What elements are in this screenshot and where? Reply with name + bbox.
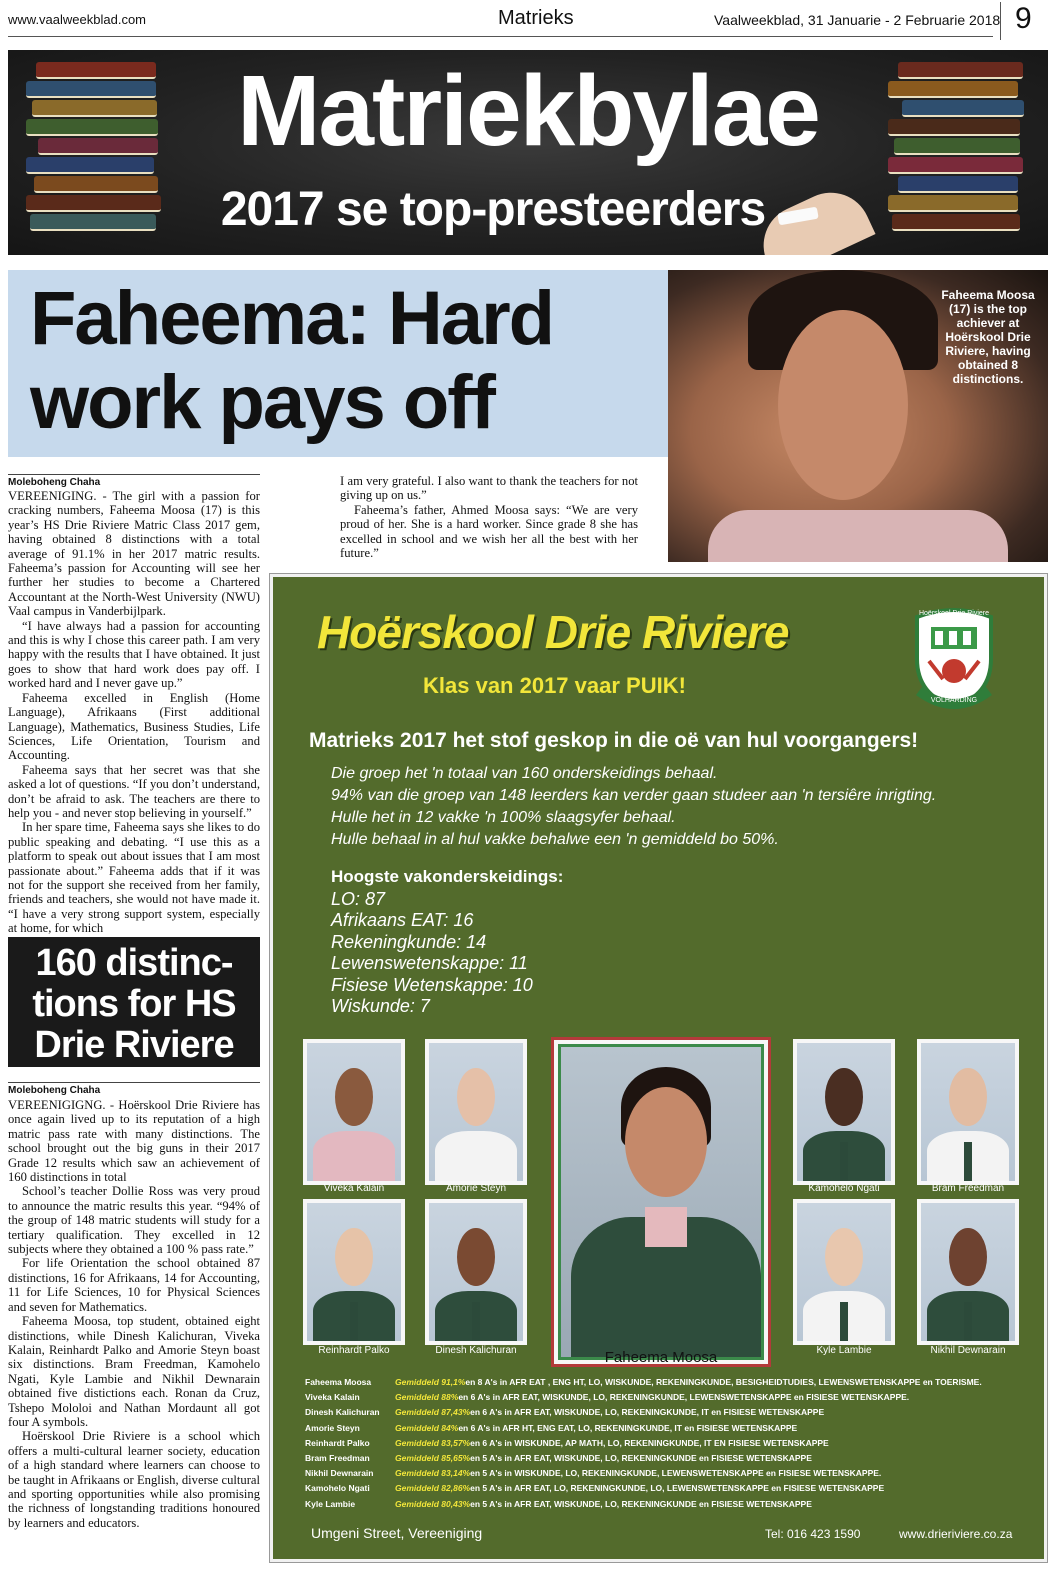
result-average: Gemiddeld 82,86% — [395, 1483, 471, 1494]
result-row — [305, 1497, 1025, 1512]
article-column-1 — [8, 489, 260, 936]
paragraph: In her spare time, Faheema says she likes to do public speaking and debating. “I use this as a platform to speak out about issues that I am most passionate about.” Faheema adds that if it was not for the support she received from her family, friends and teachers, she would not have made it. “I have a very strong support system, especially at home, for which — [8, 820, 260, 936]
result-name: Viveka Kalain — [305, 1392, 360, 1403]
advert-tagline: Klas van 2017 vaar PUIK! — [423, 673, 686, 698]
headline-line: Drie Riviere — [34, 1024, 234, 1066]
section-name: Matrieks — [498, 7, 574, 29]
result-detail: en 6 A's in AFR HT, ENG EAT, LO, REKENINGKUNDE, IT en FISIESE WETENSKAPPE — [458, 1422, 798, 1433]
result-average: Gemiddeld 83,57% — [395, 1437, 471, 1448]
student-name: Viveka Kalain — [323, 1183, 385, 1194]
result-average: Gemiddeld 83,14% — [395, 1468, 471, 1479]
result-average: Gemiddeld 84% — [395, 1422, 459, 1433]
paragraph: VEREENIGIGNG. - Hoërskool Drie Riviere has once again lived up to its reputation of a high matric pass rate with many distinctions. The school brought out the big guns in their 2017 Grade 12 results which saw an achievement of 160 distinctions in total — [8, 1098, 260, 1185]
supplement-banner — [8, 50, 1048, 255]
photo-caption: Faheema Moosa (17) is the top achiever at Hoërskool Drie Riviere, having obtained 8 distinctions. — [941, 288, 1035, 386]
headline-line: Faheema: Hard — [30, 276, 554, 361]
student-photo — [793, 1039, 895, 1185]
paragraph: Hoërskool Drie Riviere is a school which offers a multi-cultural learner society, education of a high standard where learners can choose to be taught in Afrikaans or English, diverse cultural and sporting opportunities while also promising the richness of longstanding traditions honoured by learners and educators. — [8, 1429, 260, 1530]
advert-heading: Matrieks 2017 het stof geskop in die oë van hul voorgangers! — [309, 729, 919, 752]
student-photo — [917, 1199, 1019, 1345]
student-name: Kamohelo Ngati — [808, 1183, 880, 1194]
student-photo — [303, 1039, 405, 1185]
result-average: Gemiddeld 91,1% — [395, 1377, 466, 1387]
result-name: Dinesh Kalichuran — [305, 1407, 380, 1418]
article-column-2 — [340, 474, 638, 560]
paragraph: Faheema Moosa, top student, obtained eight distinctions, while Dinesh Kalichuran, Viveka Kalain, Reinhardt Palko and Amorie Steyn boast six distinctions. Bram Freedman, Kamohelo Ngati, Kyle Lambie and Nikhil Dewnarain obtained five distictions each. Ronan da Cruz, Tshepo Mololoi and Nathan Mordaunt all got four A symbols. — [8, 1314, 260, 1429]
paragraph: Faheema says that her secret was that she asked a lot of questions. “If you don’t understand, don’t be afraid to ask. The teachers are there to help you - and never stop believing in yourself.” — [8, 762, 260, 820]
result-name: Bram Freedman — [305, 1453, 370, 1464]
student-name-featured: Faheema Moosa — [604, 1349, 718, 1366]
results-list — [305, 1375, 1025, 1512]
summary-line: Hulle het in 12 vakke 'n 100% slaagsyfer behaal. — [331, 809, 676, 826]
subject-item: Wiskunde: 7 — [331, 996, 430, 1017]
byline: Moleboheng Chaha — [8, 474, 260, 488]
photo-collar — [708, 510, 1008, 562]
student-name: Bram Freedman — [931, 1183, 1005, 1194]
school-name: Hoërskool Drie Riviere — [317, 606, 789, 658]
result-name: Faheema Moosa — [305, 1377, 372, 1387]
result-average: Gemiddeld 88% — [395, 1392, 459, 1403]
result-row — [305, 1390, 1025, 1405]
paragraph: I am very grateful. I also want to thank the teachers for not giving up on us.” — [340, 474, 638, 503]
faheema-portrait — [551, 1037, 771, 1367]
headline-line: tions for HS — [32, 983, 236, 1025]
student-name: Reinhardt Palko — [318, 1345, 390, 1356]
subject-item: Fisiese Wetenskappe: 10 — [331, 974, 533, 995]
student-photo — [793, 1199, 895, 1345]
issue-date: Vaalweekblad, 31 Januarie - 2 Februarie 2018 — [714, 12, 1001, 28]
site-url: www.vaalweekblad.com — [8, 12, 147, 27]
byline: Moleboheng Chaha — [8, 1082, 260, 1096]
paragraph: VEREENIGING. - The girl with a passion for cracking numbers, Faheema Moosa (17) is this year’s HS Drie Riviere Matric Class 2017 gem, having obtained 8 distinctions with a total average of 91.1% in her 2017 matric results. Faheema’s passion for Accounting will see her further her studies to become a Chartered Accountant at the North-West University (NWU) Vaal campus in Vanderbijlpark. — [8, 489, 260, 619]
school-address: Umgeni Street, Vereeniging — [311, 1525, 483, 1541]
headline-line: 160 distinc- — [35, 942, 233, 984]
crest-text: Hoërskool Drie Riviere — [918, 610, 990, 617]
school-advert — [270, 574, 1047, 1562]
article-headline — [30, 277, 670, 445]
student-photo — [917, 1039, 1019, 1185]
distinctions-headline — [8, 937, 260, 1067]
page-header — [0, 0, 1057, 40]
result-average: Gemiddeld 80,43% — [395, 1498, 471, 1509]
headline-line: work pays off — [30, 360, 494, 445]
result-detail: en 5 A's in WISKUNDE, LO, REKENINGKUNDE, LEWENSWETENSKAPPE en FISIESE WETENSKAPPE. — [470, 1468, 882, 1479]
subject-item: LO: 87 — [331, 889, 386, 909]
paragraph: Faheema’s father, Ahmed Moosa says: “We are very proud of her. She is a hard worker. Since grade 8 she has excelled in school and we wish her all the best with her future.” — [340, 502, 638, 561]
result-detail: en 6 A's in WISKUNDE, AP MATH, LO, REKENINGKUNDE, IT EN FISIESE WETENSKAPPE — [470, 1437, 829, 1448]
result-detail: en 5 A's in AFR EAT, LO, REKENINGKUNDE, LO, LEWENSWETENSKAPPE en FISIESE WETENSKAPPE — [470, 1483, 885, 1494]
school-website[interactable]: www.drieriviere.co.za — [899, 1527, 1013, 1541]
student-name: Nikhil Dewnarain — [930, 1345, 1006, 1356]
result-average: Gemiddeld 85,65% — [395, 1453, 471, 1464]
paragraph: For life Orientation the school obtained 87 distinctions, 16 for Afrikaans, 14 for Accounting, 11 for Life Sciences, 10 for Physical Sciences and seven for Mathematics. — [8, 1256, 260, 1314]
result-detail: en 5 A's in AFR EAT, WISKUNDE, LO, REKENINGKUNDE en FISIESE WETENSKAPPE — [470, 1498, 812, 1509]
banner-title: Matriekbylae — [237, 55, 819, 167]
result-name: Amorie Steyn — [305, 1422, 360, 1433]
school-phone: Tel: 016 423 1590 — [765, 1527, 861, 1541]
page-number: 9 — [1000, 2, 1032, 40]
result-name: Kamohelo Ngati — [305, 1483, 370, 1494]
student-name: Kyle Lambie — [816, 1345, 872, 1356]
student-photo — [425, 1199, 527, 1345]
article-column-3 — [8, 1098, 260, 1530]
subject-item: Rekeningkunde: 14 — [331, 931, 487, 952]
summary-line: Die groep het 'n totaal van 160 onderskeidings behaal. — [331, 765, 718, 782]
student-photo — [303, 1199, 405, 1345]
student-photo — [425, 1039, 527, 1185]
paragraph: School’s teacher Dollie Ross was very proud to announce the matric results this year. “94% of the group of 148 matric students will study for a tertiary qualification. They excelled in 12 subjects where they obtained a 100 % pass rate.” — [8, 1184, 260, 1257]
summary-line: 94% van die groep van 148 leerders kan verder gaan studeer aan 'n tersiêre inrigting. — [331, 787, 937, 804]
result-detail: en 6 A's in AFR EAT, WISKUNDE, LO, REKENINGKUNDE, LEWENSWETENSKAPPE en FISIESE WETENSKAPPE. — [458, 1392, 910, 1403]
paragraph: “I have always had a passion for accounting and this is why I chose this career path. I am very happy with the results that I have obtained. It just goes to show that hard work does pay off. I worked hard and I never gave up.” — [8, 618, 260, 691]
paragraph: Faheema excelled in English (Home Language), Afrikaans (First additional Language), Mathematics, Business Studies, Life Sciences, Life Orientation, Tourism and Accounting. — [8, 690, 260, 763]
header-rule — [8, 36, 993, 37]
photo-face — [778, 310, 908, 500]
result-row — [305, 1405, 1025, 1420]
subjects-list — [331, 889, 533, 1017]
crest-motto: VOLHARDING — [930, 697, 978, 704]
advert-summary — [331, 763, 936, 851]
result-average: Gemiddeld 87,43% — [395, 1407, 471, 1418]
school-crest-icon — [909, 599, 999, 711]
result-name: Kyle Lambie — [305, 1498, 356, 1509]
result-row — [305, 1451, 1025, 1466]
result-row — [305, 1436, 1025, 1451]
student-name: Amorie Steyn — [445, 1183, 507, 1194]
result-detail: en 5 A's in AFR EAT, WISKUNDE, LO, REKENINGKUNDE en FISIESE WETENSKAPPE — [470, 1453, 812, 1464]
subject-item: Afrikaans EAT: 16 — [331, 910, 474, 931]
subject-item: Lewenswetenskappe: 11 — [331, 953, 528, 974]
result-row — [305, 1421, 1025, 1436]
summary-line: Hulle behaal in al hul vakke behalwe een 'n gemiddeld bo 50%. — [331, 831, 779, 848]
student-name: Dinesh Kalichuran — [435, 1345, 517, 1356]
result-detail: en 6 A's in AFR EAT, WISKUNDE, LO, REKENINGKUNDE, IT en FISIESE WETENSKAPPE — [470, 1407, 825, 1418]
result-detail: en 8 A's in AFR EAT , ENG HT, LO, WISKUNDE, REKENINGKUNDE, BESIGHEIDTUDIES, LEWENSWETENSKAPPE en TOERISME. — [465, 1377, 982, 1387]
result-row — [305, 1466, 1025, 1481]
result-name: Reinhardt Palko — [305, 1437, 370, 1448]
banner-subtitle: 2017 se top-presteerders — [220, 183, 766, 236]
subjects-heading: Hoogste vakonderskeidings: — [331, 867, 564, 886]
result-name: Nikhil Dewnarain — [305, 1468, 374, 1479]
result-row — [305, 1481, 1025, 1496]
result-row — [305, 1375, 1025, 1390]
